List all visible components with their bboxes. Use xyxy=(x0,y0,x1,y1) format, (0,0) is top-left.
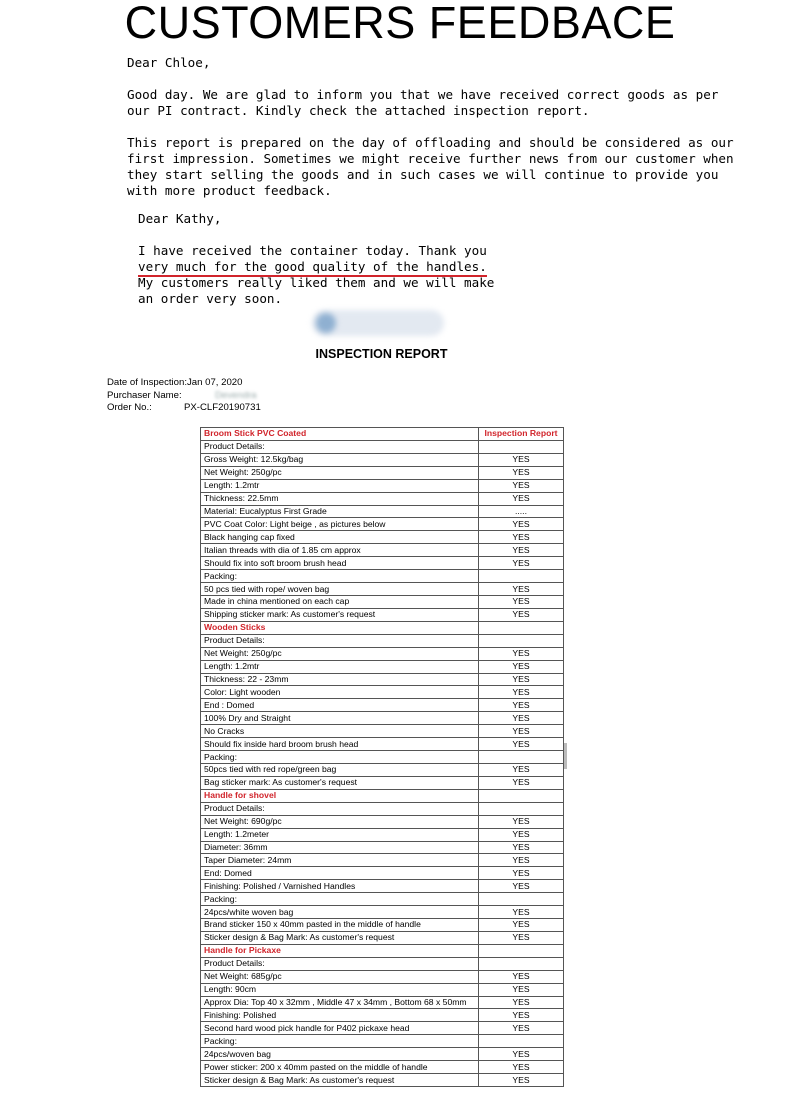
table-row xyxy=(201,570,564,583)
result-cell xyxy=(479,751,564,764)
result-cell: YES xyxy=(479,583,564,596)
table-row xyxy=(201,738,564,751)
result-cell: YES xyxy=(479,557,564,570)
item-cell: Color: Light wooden xyxy=(201,686,479,699)
item-cell: Finishing: Polished / Varnished Handles xyxy=(201,880,479,893)
item-cell: Finishing: Polished xyxy=(201,1009,479,1022)
result-cell: YES xyxy=(479,686,564,699)
item-cell: Broom Stick PVC Coated xyxy=(201,428,479,441)
table-row xyxy=(201,1074,564,1087)
table-row xyxy=(201,440,564,453)
table-row xyxy=(201,583,564,596)
item-cell: Sticker design & Bag Mark: As customer's request xyxy=(201,1074,479,1087)
item-cell: Italian threads with dia of 1.85 cm approx xyxy=(201,544,479,557)
item-cell: Length: 1.2meter xyxy=(201,828,479,841)
item-cell: Handle for Pickaxe xyxy=(201,944,479,957)
result-cell: Inspection Report xyxy=(479,428,564,441)
page-title: CUSTOMERS FEEDBACE xyxy=(124,0,676,48)
item-cell: Wooden Sticks xyxy=(201,621,479,634)
order-value: PX-CLF20190731 xyxy=(184,402,261,414)
table-row xyxy=(201,725,564,738)
item-cell: Length: 1.2mtr xyxy=(201,479,479,492)
item-cell: End : Domed xyxy=(201,699,479,712)
result-cell xyxy=(479,944,564,957)
result-cell: YES xyxy=(479,738,564,751)
item-cell: Product Details: xyxy=(201,634,479,647)
table-row xyxy=(201,544,564,557)
item-cell: Length: 1.2mtr xyxy=(201,660,479,673)
table-row xyxy=(201,453,564,466)
item-cell: 50pcs tied with red rope/green bag xyxy=(201,763,479,776)
item-cell: Gross Weight: 12.5kg/bag xyxy=(201,453,479,466)
table-row xyxy=(201,518,564,531)
table-row xyxy=(201,893,564,906)
result-cell: YES xyxy=(479,595,564,608)
item-cell: 24pcs/woven bag xyxy=(201,1048,479,1061)
item-cell: Product Details: xyxy=(201,802,479,815)
table-row xyxy=(201,428,564,441)
result-cell: YES xyxy=(479,1048,564,1061)
result-cell: YES xyxy=(479,725,564,738)
item-cell: 50 pcs tied with rope/ woven bag xyxy=(201,583,479,596)
letter-paragraph-1: Good day. We are glad to inform you that we have received correct goods as per our PI contract. Kindly check the attached inspection report. xyxy=(127,87,719,118)
table-row xyxy=(201,660,564,673)
item-cell: Net Weight: 250g/pc xyxy=(201,466,479,479)
result-cell: YES xyxy=(479,712,564,725)
item-cell: Handle for shovel xyxy=(201,789,479,802)
item-cell: Should fix inside hard broom brush head xyxy=(201,738,479,751)
table-row xyxy=(201,880,564,893)
quote-line: My customers really liked them and we will make xyxy=(138,275,495,290)
result-cell: YES xyxy=(479,763,564,776)
table-row xyxy=(201,919,564,932)
result-cell: YES xyxy=(479,699,564,712)
item-cell: Net Weight: 685g/pc xyxy=(201,970,479,983)
date-value: Jan 07, 2020 xyxy=(187,377,243,388)
result-cell: YES xyxy=(479,996,564,1009)
result-cell: YES xyxy=(479,518,564,531)
result-cell xyxy=(479,634,564,647)
result-cell: YES xyxy=(479,1061,564,1074)
table-row xyxy=(201,1035,564,1048)
item-cell: Diameter: 36mm xyxy=(201,841,479,854)
table-row xyxy=(201,1061,564,1074)
result-cell: YES xyxy=(479,1022,564,1035)
item-cell: Taper Diameter: 24mm xyxy=(201,854,479,867)
result-cell xyxy=(479,570,564,583)
item-cell: 24pcs/white woven bag xyxy=(201,906,479,919)
item-cell: Shipping sticker mark: As customer's request xyxy=(201,608,479,621)
table-row xyxy=(201,789,564,802)
purchaser-label: Purchaser Name: xyxy=(107,389,182,401)
item-cell: Length: 90cm xyxy=(201,983,479,996)
table-row xyxy=(201,854,564,867)
report-title: INSPECTION REPORT xyxy=(315,347,448,361)
result-cell: ..... xyxy=(479,505,564,518)
item-cell: Product Details: xyxy=(201,440,479,453)
letter-paragraph-2: This report is prepared on the day of offloading and should be considered as our first impression. Sometimes we might receive further news from our customer when they start selling the goods and in such cases we will continue to provide you with more product feedback. xyxy=(127,135,734,198)
result-cell: YES xyxy=(479,841,564,854)
item-cell: Packing: xyxy=(201,751,479,764)
quote-line: I have received the container today. Thank you xyxy=(138,243,487,258)
result-cell xyxy=(479,957,564,970)
table-row xyxy=(201,1048,564,1061)
table-row xyxy=(201,595,564,608)
table-row xyxy=(201,608,564,621)
order-label: Order No.: xyxy=(107,402,152,414)
table-row xyxy=(201,647,564,660)
result-cell: YES xyxy=(479,608,564,621)
result-cell: YES xyxy=(479,880,564,893)
scroll-handle xyxy=(564,743,567,769)
table-row xyxy=(201,970,564,983)
result-cell xyxy=(479,440,564,453)
result-cell: YES xyxy=(479,919,564,932)
table-row xyxy=(201,466,564,479)
result-cell: YES xyxy=(479,647,564,660)
table-row xyxy=(201,957,564,970)
table-row xyxy=(201,634,564,647)
cover-letter xyxy=(127,55,747,215)
item-cell: Bag sticker mark: As customer's request xyxy=(201,776,479,789)
item-cell: End: Domed xyxy=(201,867,479,880)
result-cell xyxy=(479,802,564,815)
item-cell: Sticker design & Bag Mark: As customer's request xyxy=(201,931,479,944)
table-row xyxy=(201,802,564,815)
item-cell: Packing: xyxy=(201,570,479,583)
result-cell: YES xyxy=(479,531,564,544)
result-cell: YES xyxy=(479,828,564,841)
result-cell: YES xyxy=(479,854,564,867)
customer-quote xyxy=(138,211,558,307)
item-cell: 100% Dry and Straight xyxy=(201,712,479,725)
quote-line: an order very soon. xyxy=(138,291,283,306)
result-cell: YES xyxy=(479,776,564,789)
item-cell: Packing: xyxy=(201,893,479,906)
table-row xyxy=(201,906,564,919)
item-cell: Power sticker: 200 x 40mm pasted on the middle of handle xyxy=(201,1061,479,1074)
table-row xyxy=(201,996,564,1009)
result-cell xyxy=(479,893,564,906)
table-row xyxy=(201,776,564,789)
result-cell xyxy=(479,621,564,634)
table-row xyxy=(201,479,564,492)
item-cell: Approx Dia: Top 40 x 32mm , Middle 47 x 34mm , Bottom 68 x 50mm xyxy=(201,996,479,1009)
table-row xyxy=(201,505,564,518)
item-cell: Black hanging cap fixed xyxy=(201,531,479,544)
result-cell: YES xyxy=(479,815,564,828)
item-cell: No Cracks xyxy=(201,725,479,738)
result-cell: YES xyxy=(479,453,564,466)
result-cell: YES xyxy=(479,983,564,996)
item-cell: Brand sticker 150 x 40mm pasted in the middle of handle xyxy=(201,919,479,932)
result-cell xyxy=(479,1035,564,1048)
table-row xyxy=(201,763,564,776)
item-cell: Packing: xyxy=(201,1035,479,1048)
table-row xyxy=(201,1022,564,1035)
item-cell: Thickness: 22 - 23mm xyxy=(201,673,479,686)
purchaser-value: Devendra xyxy=(215,389,257,401)
result-cell: YES xyxy=(479,970,564,983)
result-cell: YES xyxy=(479,1009,564,1022)
table-row xyxy=(201,492,564,505)
item-cell: Second hard wood pick handle for P402 pickaxe head xyxy=(201,1022,479,1035)
table-row xyxy=(201,1009,564,1022)
table-row xyxy=(201,712,564,725)
table-row xyxy=(201,531,564,544)
item-cell: PVC Coat Color: Light beige , as pictures below xyxy=(201,518,479,531)
table-row xyxy=(201,828,564,841)
table-row xyxy=(201,673,564,686)
result-cell: YES xyxy=(479,1074,564,1087)
result-cell: YES xyxy=(479,931,564,944)
item-cell: Product Details: xyxy=(201,957,479,970)
table-row xyxy=(201,621,564,634)
letter-greeting: Dear Chloe, xyxy=(127,55,211,70)
result-cell: YES xyxy=(479,673,564,686)
quote-highlight: very much for the good quality of the handles. xyxy=(138,259,487,277)
table-row xyxy=(201,867,564,880)
table-row xyxy=(201,931,564,944)
item-cell: Net Weight: 690g/pc xyxy=(201,815,479,828)
result-cell: YES xyxy=(479,544,564,557)
result-cell: YES xyxy=(479,479,564,492)
table-row xyxy=(201,815,564,828)
result-cell: YES xyxy=(479,466,564,479)
result-cell xyxy=(479,789,564,802)
result-cell: YES xyxy=(479,660,564,673)
table-row xyxy=(201,699,564,712)
table-row xyxy=(201,751,564,764)
inspection-table xyxy=(200,427,564,1087)
result-cell: YES xyxy=(479,906,564,919)
item-cell: Should fix into soft broom brush head xyxy=(201,557,479,570)
result-cell: YES xyxy=(479,492,564,505)
table-row xyxy=(201,841,564,854)
table-row xyxy=(201,983,564,996)
date-label: Date of Inspection: xyxy=(107,377,187,388)
item-cell: Net Weight: 250g/pc xyxy=(201,647,479,660)
table-row xyxy=(201,557,564,570)
item-cell: Thickness: 22.5mm xyxy=(201,492,479,505)
quote-greeting: Dear Kathy, xyxy=(138,211,222,226)
result-cell: YES xyxy=(479,867,564,880)
item-cell: Made in china mentioned on each cap xyxy=(201,595,479,608)
table-row xyxy=(201,686,564,699)
blurred-logo-mark xyxy=(316,313,336,333)
item-cell: Material: Eucalyptus First Grade xyxy=(201,505,479,518)
table-row xyxy=(201,944,564,957)
